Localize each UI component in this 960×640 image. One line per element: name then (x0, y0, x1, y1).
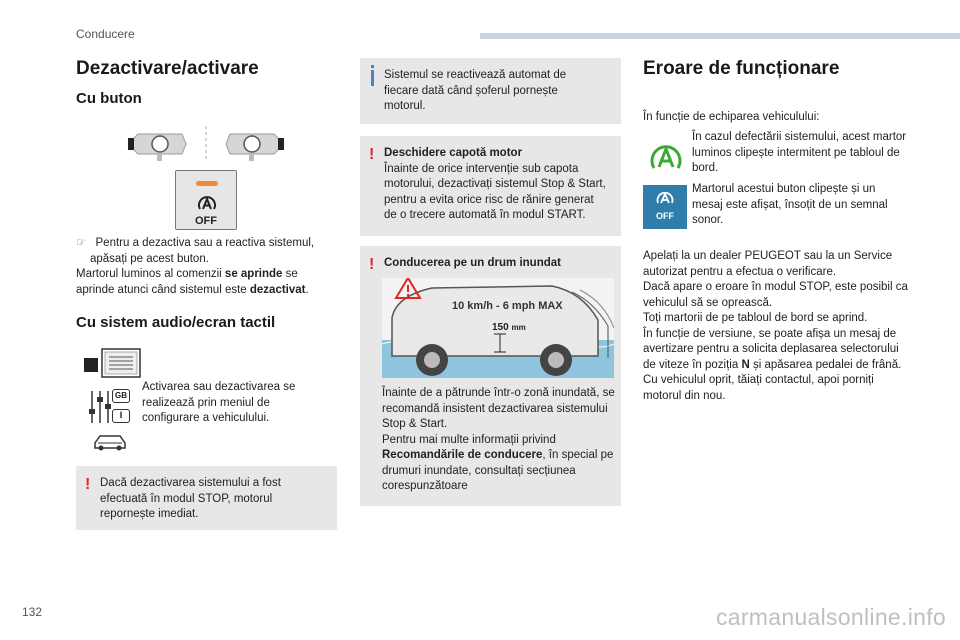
steering-position-illustration (124, 124, 288, 164)
warning-exclamation-icon: ! (369, 256, 375, 273)
left-title: Dezactivare/activare (76, 58, 259, 79)
hood-title: Deschidere capotă motor (384, 147, 523, 159)
warning-box-hood (360, 136, 621, 236)
off-label: OFF (195, 215, 217, 227)
flood-text-1: Înainte de a pătrunde într-o zonă inundată, se recomandă insistent dezactivarea sistemului Stop & Start. (382, 387, 615, 430)
info-i-icon: I (112, 409, 130, 423)
stop-start-off-button[interactable] (175, 170, 237, 230)
right-intro: În funcție de echiparea vehiculului: (643, 111, 820, 123)
para-press-button: Pentru a dezactiva sau a reactiva sistemul, apăsați pe acest buton. (90, 237, 315, 265)
hood-text: Înainte de orice intervenție sub capota motorului, dezactivați sistemul Stop & Start, pentru a evita orice risc de rănire generat de o trecere automată în modul START. (384, 162, 606, 221)
fault-item-1: În cazul defectării sistemului, acest martor luminos clipește intermitent pe tabloul de bord. (692, 131, 907, 174)
flood-illustration (382, 278, 614, 378)
page-number: 132 (22, 605, 43, 619)
flood-depth-label: 150 mm (492, 322, 526, 333)
led-indicator (196, 181, 218, 186)
sub-heading-audio: Cu sistem audio/ecran tactil (76, 314, 276, 331)
stop-start-a-icon (655, 190, 675, 208)
stop-start-a-icon (196, 195, 218, 215)
stop-start-warning-green-icon (648, 142, 684, 174)
warning-exclamation-icon: ! (369, 146, 375, 163)
warning-exclamation-icon: ! (85, 476, 91, 493)
right-title: Eroare de funcționare (643, 58, 840, 79)
sub-heading-button: Cu buton (76, 90, 142, 107)
watermark: carmanualsonline.info (715, 604, 946, 630)
warning-box-flood (360, 246, 621, 506)
right-para-1: Apelați la un dealer PEUGEOT sau la un Service autorizat pentru a efectua o verificare. (643, 250, 893, 278)
fault-item-2: Martorul acestui buton clipește și un mesaj este afișat, însoțit de un semnal sonor. (692, 183, 888, 226)
section-header: Conducere (76, 27, 135, 41)
right-para-5: Cu vehiculul oprit, tăiați contactul, apoi porniți motorul din nou. (643, 374, 874, 402)
right-para-4: În funcție de versiune, se poate afișa un mesaj de avertizare pentru a solicita deplasarea selectorului de viteze în poziția N și apăsarea pedalei de frână. (643, 327, 902, 371)
flood-speed-label: 10 km/h - 6 mph MAX (452, 300, 563, 312)
info-i-mark-icon (371, 70, 374, 86)
audio-text: Activarea sau dezactivarea se realizează prin meniul de configurare a vehiculului. (142, 381, 296, 424)
para-indicator: Martorul luminos al comenzii se aprinde se aprinde atunci când sistemul este dezactivat. (76, 268, 309, 296)
info-box-reactivation (360, 58, 621, 124)
right-para-2: Dacă apare o eroare în modul STOP, este posibil ca vehiculul să se oprească. (643, 281, 908, 309)
off-label: OFF (656, 211, 674, 221)
flood-text-2: Pentru mai multe informații privind Recomandările de conducere, în special pe drumuri inundate, consultați secțiunea corespunzătoare (382, 433, 614, 492)
bullet-icon: ☞ (76, 237, 87, 249)
info-text: Sistemul se reactivează automat de fiecare dată când șoferul pornește motorul. (384, 69, 567, 112)
screen-menu-icon (84, 347, 142, 379)
warning-box-stop-mode (76, 466, 337, 530)
gb-language-icon: GB (112, 389, 130, 403)
right-para-3: Toți martorii de pe tabloul de bord se aprind. (643, 312, 868, 324)
flood-title: Conducerea pe un drum inundat (384, 257, 561, 269)
warning-text: Dacă dezactivarea sistemului a fost efectuată în modul STOP, motorul repornește imediat. (100, 477, 281, 520)
stop-start-off-blue-icon (643, 185, 687, 229)
car-icon (92, 432, 128, 454)
settings-sliders-icon (88, 389, 112, 425)
header-bar (480, 33, 960, 39)
